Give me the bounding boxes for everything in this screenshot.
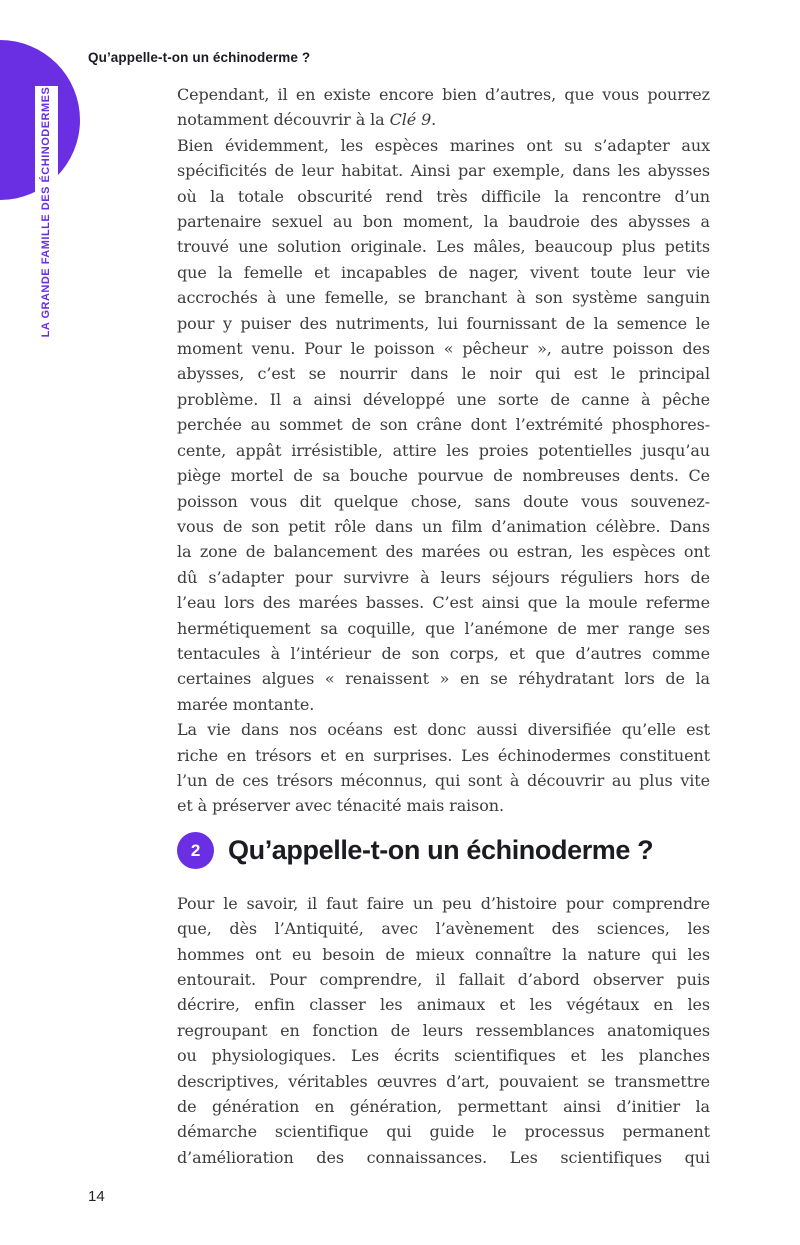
paragraph-intro-3 [177, 717, 710, 819]
running-header: Qu’appelle-t-on un échinoderme ? [88, 50, 311, 65]
text-line: hommes ont eu besoin de mieux connaître la nature qui les [177, 944, 710, 964]
text-line: Bien évidemment, les espèces marines ont su s’adapter aux [177, 135, 710, 155]
text-line: la zone de balancement des marées ou estran, les espèces ont [177, 542, 710, 562]
paragraph-intro-1 [177, 82, 710, 133]
text-line: vous de son petit rôle dans un film d’animation célèbre. Dans [177, 516, 710, 536]
text-line: et à préserver avec ténacité mais raison. [177, 796, 505, 816]
text-segment: notamment découvrir à la [177, 110, 390, 130]
text-line [177, 107, 710, 132]
text-line: Pour le savoir, il faut faire un peu d’histoire pour comprendre [177, 893, 710, 913]
text-line: problème. Il a ainsi développé une sorte de canne à pêche [177, 389, 710, 409]
section-heading [177, 832, 710, 869]
italic-key-reference: Clé 9 [389, 110, 432, 130]
text-line: ou physiologiques. Les écrits scientifiques et les planches [177, 1046, 710, 1066]
text-column [177, 82, 710, 1170]
text-line: pour y puiser des nutriments, lui fournissant de la semence le [177, 313, 710, 333]
text-line: que la femelle et incapables de nager, vivent toute leur vie [177, 262, 710, 282]
text-line: cente, appât irrésistible, attire les proies potentielles jusqu’au [177, 440, 710, 460]
section-title: Qu’appelle-t-on un échinoderme ? [228, 834, 654, 865]
text-line: dû s’adapter pour survivre à leurs séjours réguliers hors de [177, 567, 710, 587]
text-line: regroupant en fonction de leurs ressemblances anatomiques [177, 1020, 710, 1040]
text-line: descriptives, véritables œuvres d’art, pouvaient se transmettre [177, 1071, 710, 1091]
text-line: trouvé une solution originale. Les mâles, beaucoup plus petits [177, 237, 710, 257]
text-line: que, dès l’Antiquité, avec l’avènement des sciences, les [177, 919, 710, 939]
text-line: riche en trésors et en surprises. Les échinodermes constituent [177, 745, 710, 765]
text-line: moment venu. Pour le poisson « pêcheur », autre poisson des [177, 339, 710, 359]
section-number-badge: 2 [177, 832, 214, 869]
text-line: l’eau lors des marées basses. C’est ainsi que la moule referme [177, 593, 710, 613]
text-line: entourait. Pour comprendre, il fallait d’abord observer puis [177, 970, 710, 989]
text-line: décrire, enfin classer les animaux et les végétaux en les [177, 995, 710, 1015]
text-line: certaines algues « renaissent » en se réhydratant lors de la [177, 669, 710, 689]
text-line: où la totale obscurité rend très difficile la rencontre d’un [177, 186, 710, 206]
text-line: l’un de ces trésors méconnus, qui sont à découvrir au plus vite [177, 770, 710, 790]
text-line: spécificités de leur habitat. Ainsi par exemple, dans les abysses [177, 161, 710, 181]
text-line: de génération en génération, permettant ainsi d’initier la [177, 1097, 710, 1117]
paragraph-intro-2 [177, 133, 710, 717]
text-line: tentacules à l’intérieur de son corps, et que d’autres comme [177, 643, 710, 663]
text-line: démarche scientifique qui guide le processus permanent [177, 1122, 710, 1142]
text-line: La vie dans nos océans est donc aussi diversifiée qu’elle est [177, 720, 710, 740]
text-line: poisson vous dit quelque chose, sans doute vous souvenez- [177, 491, 710, 511]
text-line: hermétiquement sa coquille, que l’anémone de mer range ses [177, 618, 710, 638]
text-line: perchée au sommet de son crâne dont l’extrémité phosphores- [177, 415, 710, 435]
chapter-vertical-label: LA GRANDE FAMILLE DES ÉCHINODERMES [35, 86, 58, 338]
text-line: Cependant, il en existe encore bien d’autres, que vous pourrez [177, 85, 710, 104]
page-number: 14 [88, 1188, 105, 1205]
text-segment: . [431, 110, 437, 130]
text-line: piège mortel de sa bouche pourvue de nombreuses dents. Ce [177, 466, 710, 486]
paragraph-body-1 [177, 891, 710, 1170]
text-line: d’amélioration des connaissances. Les scientifiques qui [177, 1147, 710, 1167]
text-line: abysses, c’est se nourrir dans le noir qui est le principal [177, 364, 710, 384]
text-line: accrochés à une femelle, se branchant à son système sanguin [177, 288, 710, 308]
text-line: marée montante. [177, 694, 315, 714]
text-line: partenaire sexuel au bon moment, la baudroie des abysses a [177, 212, 710, 232]
